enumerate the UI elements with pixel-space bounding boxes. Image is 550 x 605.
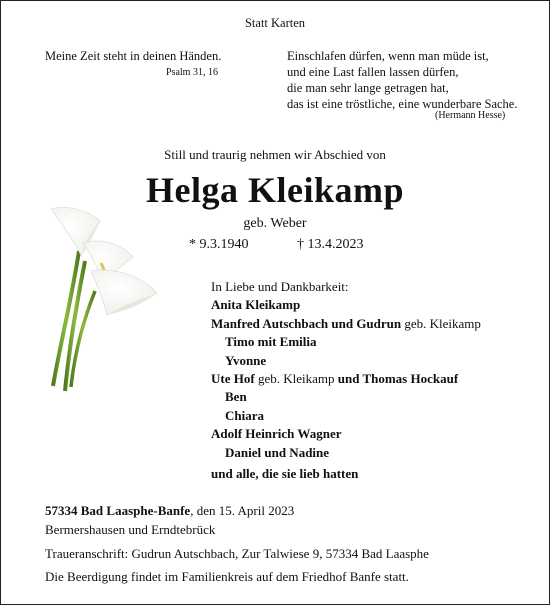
- mourner-entry: Adolf Heinrich Wagner: [211, 426, 342, 442]
- quote-left: [45, 48, 221, 64]
- intro-line: Still und traurig nehmen wir Abschied von: [164, 147, 386, 162]
- condolence-address: Traueranschrift: Gudrun Autschbach, Zur Talwiese 9, 57334 Bad Laasphe: [45, 546, 429, 561]
- birth-name: geb. Weber: [243, 216, 307, 231]
- calla-lily-image: [45, 201, 165, 396]
- death-date: † 13.4.2023: [297, 237, 364, 252]
- funeral-info: Die Beerdigung findet im Familienkreis auf dem Friedhof Banfe statt.: [45, 569, 409, 584]
- mourner-entry: Chiara: [225, 407, 264, 423]
- deceased-name: Helga Kleikamp: [146, 170, 404, 210]
- place-date-line: [45, 501, 294, 520]
- mourner-entry: [211, 315, 481, 333]
- place: 57334 Bad Laasphe-Banfe: [45, 503, 191, 518]
- mourners-list: [211, 278, 481, 483]
- quote-right-line: die man sehr lange getragen hat,: [287, 81, 449, 95]
- mourner-name: Ute Hof: [211, 371, 255, 387]
- header-statt-karten: Statt Karten: [244, 16, 306, 30]
- quote-left-text: Meine Zeit steht in deinen Händen.: [45, 49, 222, 63]
- birth-date: * 9.3.1940: [189, 237, 249, 252]
- mourner-entry: Daniel und Nadine: [225, 444, 330, 460]
- mourner-entry: Timo mit Emilia: [225, 334, 317, 350]
- mourners-heading: In Liebe und Dankbarkeit:: [211, 279, 349, 294]
- mourner-note: geb. Kleikamp: [404, 315, 481, 331]
- quote-right-line: und eine Last fallen lassen dürfen,: [287, 65, 459, 79]
- mourner-entry: Ben: [225, 389, 247, 405]
- mourner-name: Manfred Autschbach und Gudrun: [211, 315, 402, 331]
- localities: Bermershausen und Erndtebrück: [45, 522, 216, 537]
- mourner-entry: Yvonne: [225, 352, 267, 368]
- mourner-note: geb. Kleikamp: [257, 371, 335, 387]
- quote-right: [287, 48, 517, 112]
- quote-right-line: das ist eine tröstliche, eine wunderbare Sache.: [287, 97, 518, 111]
- quote-left-source: Psalm 31, 16: [166, 67, 218, 78]
- quote-right-line: Einschlafen dürfen, wenn man müde ist,: [287, 49, 489, 63]
- quote-right-source: (Hermann Hesse): [435, 110, 506, 121]
- date: , den 15. April 2023: [190, 503, 295, 518]
- mourner-name: und Thomas Hockauf: [337, 371, 459, 387]
- mourner-entry: [211, 370, 481, 388]
- mourner-entry: Anita Kleikamp: [211, 297, 301, 313]
- mourner-entry: und alle, die sie lieb hatten: [211, 466, 359, 482]
